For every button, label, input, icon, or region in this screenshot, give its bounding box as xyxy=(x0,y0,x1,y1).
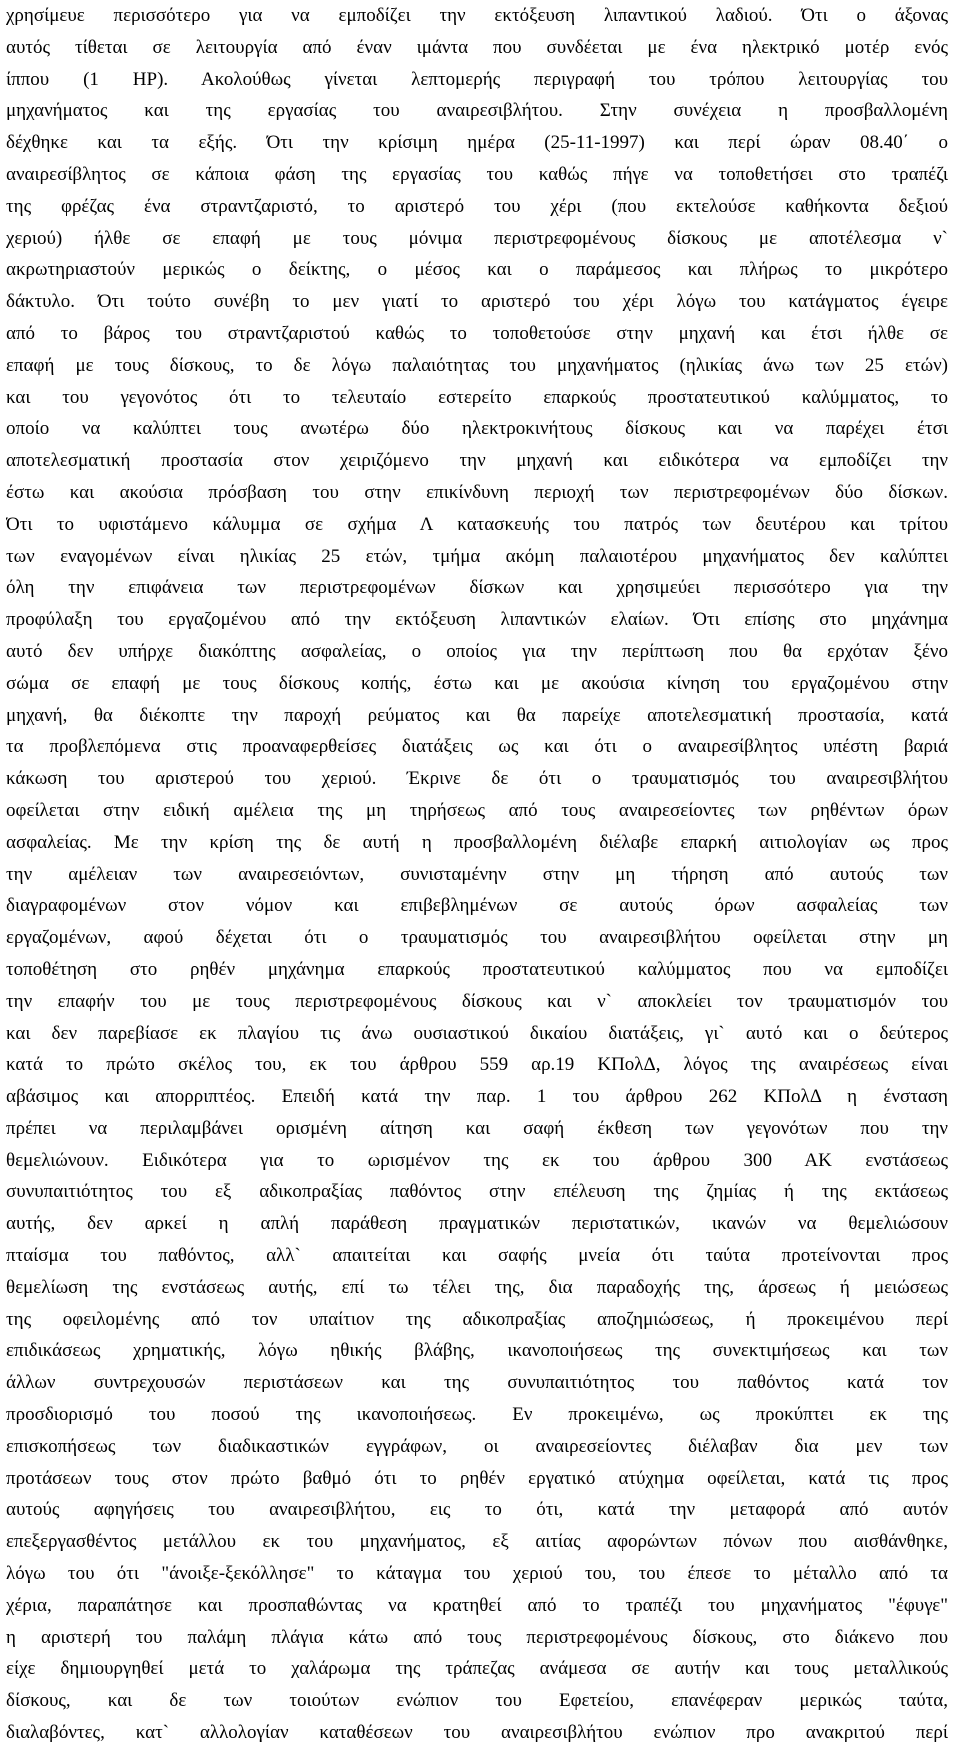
text-line: χρησίμευε περισσότερο για να εμποδίζει την εκτόξευση λιπαντικού λαδιού. Ότι ο άξονας xyxy=(6,5,948,26)
text-line: χεριού) ήλθε σε επαφή με τους μόνιμα περιστρεφομένους δίσκους με αποτέλεσμα ν` xyxy=(6,227,948,249)
text-line: αυτούς αφηγήσεις του αναιρεσιβλήτου, εις το ότι, κατά την μεταφορά από αυτόν xyxy=(6,1499,948,1521)
text-line: αυτός τίθεται σε λειτουργία από έναν ιμάντα που συνδέεται με ένα ηλεκτρικό μοτέρ ενός xyxy=(6,36,948,58)
text-line: κάκωση του αριστερού του χεριού. Έκρινε δε ότι ο τραυματισμός του αναιρεσιβλήτου xyxy=(6,768,948,790)
text-line: οφείλεται στην ειδική αμέλεια της μη τηρήσεως από τους αναιρεσείοντες των ρηθέντων όρων xyxy=(6,799,948,821)
text-line: συνυπαιτιότητος του εξ αδικοπραξίας παθόντος στην επέλευση της ζημίας ή της εκτάσεως xyxy=(6,1181,948,1203)
text-line: από το βάρος του στραντζαριστού καθώς το τοποθετούσε στην μηχανή και έτσι ήλθε σε xyxy=(6,322,948,344)
text-line: επαφή με τους δίσκους, το δε λόγω παλαιότητας του μηχανήματος (ηλικίας άνω των 25 ετών) xyxy=(6,354,948,376)
text-line: ακρωτηριαστούν μερικώς ο δείκτης, ο μέσος και ο παράμεσος και πλήρως το μικρότερο xyxy=(6,259,948,281)
text-line: οποίο να καλύπτει τους ανωτέρω δύο ηλεκτροκινήτους δίσκους και να παρέχει έτσι xyxy=(6,418,948,440)
text-line: λόγω του ότι "άνοιξε-ξεκόλλησε" το κάταγμα του χεριού του, του έπεσε το μέταλλο από τα xyxy=(6,1563,948,1585)
text-line: επισκοπήσεως των διαδικαστικών εγγράφων, οι αναιρεσείοντες διέλαβαν δια μεν των xyxy=(6,1435,948,1457)
text-line: και δεν παρεβίασε εκ πλαγίου τις άνω ουσιαστικού δικαίου διατάξεις, γι` αυτό και ο δεύτερος xyxy=(6,1022,948,1044)
text-line: των εναγομένων είναι ηλικίας 25 ετών, τμήμα ακόμη παλαιοτέρου μηχανήματος δεν καλύπτει xyxy=(6,545,948,567)
text-line: χέρια, παραπάτησε και προσπαθώντας να κρατηθεί από το τραπέζι του μηχανήματος "έφυγε" xyxy=(6,1594,948,1616)
text-line: πταίσμα του παθόντος, αλλ` απαιτείται και σαφής μνεία ότι ταύτα προτείνονται προς xyxy=(6,1245,948,1267)
text-line: της φρέζας ένα στραντζαριστό, το αριστερό του χέρι (που εκτελούσε καθήκοντα δεξιού xyxy=(6,195,948,217)
text-line: σώμα σε επαφή με τους δίσκους κοπής, έστω και με ακούσια κίνηση του εργαζομένου στην xyxy=(6,672,948,694)
text-line: προσδιορισμό του ποσού της ικανοποιήσεως. Εν προκειμένω, ως προκύπτει εκ της xyxy=(6,1404,948,1426)
text-line: μηχανήματος και της εργασίας του αναιρεσιβλήτου. Στην συνέχεια η προσβαλλομένη xyxy=(6,100,948,122)
text-line: κατά το πρώτο σκέλος του, εκ του άρθρου 559 αρ.19 ΚΠολΔ, λόγος της αναιρέσεως είναι xyxy=(6,1054,948,1076)
text-line: θεμελιώνουν. Ειδικότερα για το ωρισμένον της εκ του άρθρου 300 ΑΚ ενστάσεως xyxy=(6,1149,948,1171)
text-line: άλλων συντρεχουσών περιστάσεων και της συνυπαιτιότητος του παθόντος κατά τον xyxy=(6,1372,948,1394)
text-line: επιδικάσεως χρηματικής, λόγω ηθικής βλάβης, ικανοποιήσεως της συνεκτιμήσεως και των xyxy=(6,1340,948,1362)
text-line: διαλαβόντες, κατ` αλλολογίαν καταθέσεων του αναιρεσιβλήτου ενώπιον προ ανακριτού περί xyxy=(6,1722,948,1744)
text-line: τα προβλεπόμενα στις προαναφερθείσες διατάξεις ως και ότι ο αναιρεσίβλητος υπέστη βαριά xyxy=(6,736,948,758)
text-line: ίππου (1 HP). Ακολούθως γίνεται λεπτομερής περιγραφή του τρόπου λειτουργίας του xyxy=(6,68,948,90)
text-line: προτάσεων τους στον πρώτο βαθμό ότι το ρηθέν εργατικό ατύχημα οφείλεται, κατά τις προς xyxy=(6,1467,948,1489)
text-line: την αμέλειαν των αναιρεσειόντων, συνισταμένην στην μη τήρηση από αυτούς των xyxy=(6,863,948,885)
text-line: διαγραφομένων στον νόμον και επιβεβλημένων σε αυτούς όρων ασφαλείας των xyxy=(6,895,948,917)
text-line: και του γεγονότος ότι το τελευταίο εστερείτο επαρκούς προστατευτικού καλύμματος, το xyxy=(6,386,948,408)
text-line: ασφαλείας. Με την κρίση της δε αυτή η προσβαλλομένη διέλαβε επαρκή αιτιολογίαν ως προς xyxy=(6,831,948,853)
text-line: προφύλαξη του εργαζομένου από την εκτόξευση λιπαντικών ελαίων. Ότι επίσης στο μηχάνημα xyxy=(6,609,948,631)
text-line: δάκτυλο. Ότι τούτο συνέβη το μεν γιατί το αριστερό του χέρι λόγω του κατάγματος έγειρε xyxy=(6,291,948,313)
text-line: εργαζομένων, αφού δέχεται ότι ο τραυματισμός του αναιρεσιβλήτου οφείλεται στην μη xyxy=(6,927,948,949)
text-line: την επαφήν του με τους περιστρεφομένους δίσκους και ν` αποκλείει τον τραυματισμόν του xyxy=(6,990,948,1012)
text-line: όλη την επιφάνεια των περιστρεφομένων δίσκων και χρησιμεύει περισσότερο για την xyxy=(6,577,948,599)
text-line: πρέπει να περιλαμβάνει ορισμένη αίτηση και σαφή έκθεση των γεγονότων που την xyxy=(6,1117,948,1139)
text-line: δίσκους, και δε των τοιούτων ενώπιον του Εφετείου, επανέφεραν μερικώς ταύτα, xyxy=(6,1690,948,1712)
text-line: αυτής, δεν αρκεί η απλή παράθεση πραγματικών περιστατικών, ικανών να θεμελιώσουν xyxy=(6,1213,948,1235)
text-line: είχε δημιουργηθεί μετά το χαλάρωμα της τράπεζας ανάμεσα σε αυτήν και τους μεταλλικούς xyxy=(6,1658,948,1680)
text-line: της οφειλομένης από τον υπαίτιον της αδικοπραξίας αποζημιώσεως, ή προκειμένου περί xyxy=(6,1308,948,1330)
text-line: μηχανή, θα διέκοπτε την παροχή ρεύματος και θα παρείχε αποτελεσματική προστασία, κατά xyxy=(6,704,948,726)
text-line: αυτό δεν υπήρχε διακόπτης ασφαλείας, ο οποίος για την περίπτωση που θα ερχόταν ξένο xyxy=(6,640,948,662)
text-line: αβάσιμος και απορριπτέος. Επειδή κατά την παρ. 1 του άρθρου 262 ΚΠολΔ η ένσταση xyxy=(6,1086,948,1108)
text-line: έστω και ακούσια πρόσβαση του στην επικίνδυνη περιοχή των περιστρεφομένων δύο δίσκων. xyxy=(6,481,948,503)
text-line: θεμελίωση της ενστάσεως αυτής, επί τω τέλει της, δια παραδοχής της, άρσεως ή μειώσεως xyxy=(6,1276,948,1298)
text-line: τοποθέτηση στο ρηθέν μηχάνημα επαρκούς προστατευτικού καλύμματος που να εμποδίζει xyxy=(6,958,948,980)
text-line: Ότι το υφιστάμενο κάλυμμα σε σχήμα Λ κατασκευής του πατρός των δευτέρου και τρίτου xyxy=(6,513,948,535)
text-line: αναιρεσίβλητος σε κάποια φάση της εργασίας του καθώς πήγε να τοποθετήσει στο τραπέζι xyxy=(6,163,948,185)
text-line: η αριστερή του παλάμη πλάγια κάτω από τους περιστρεφομένους δίσκους, στο διάκενο που xyxy=(6,1626,948,1648)
text-line: αποτελεσματική προστασία στον χειριζόμενο την μηχανή και ειδικότερα να εμποδίζει την xyxy=(6,450,948,472)
text-line: δέχθηκε και τα εξής. Ότι την κρίσιμη ημέρα (25-11-1997) και περί ώραν 08.40΄ ο xyxy=(6,132,948,154)
text-line: επεξεργασθέντος μετάλλου εκ του μηχανήματος, εξ αιτίας αφορώντων πόνων που αισθάνθηκε, xyxy=(6,1531,948,1553)
